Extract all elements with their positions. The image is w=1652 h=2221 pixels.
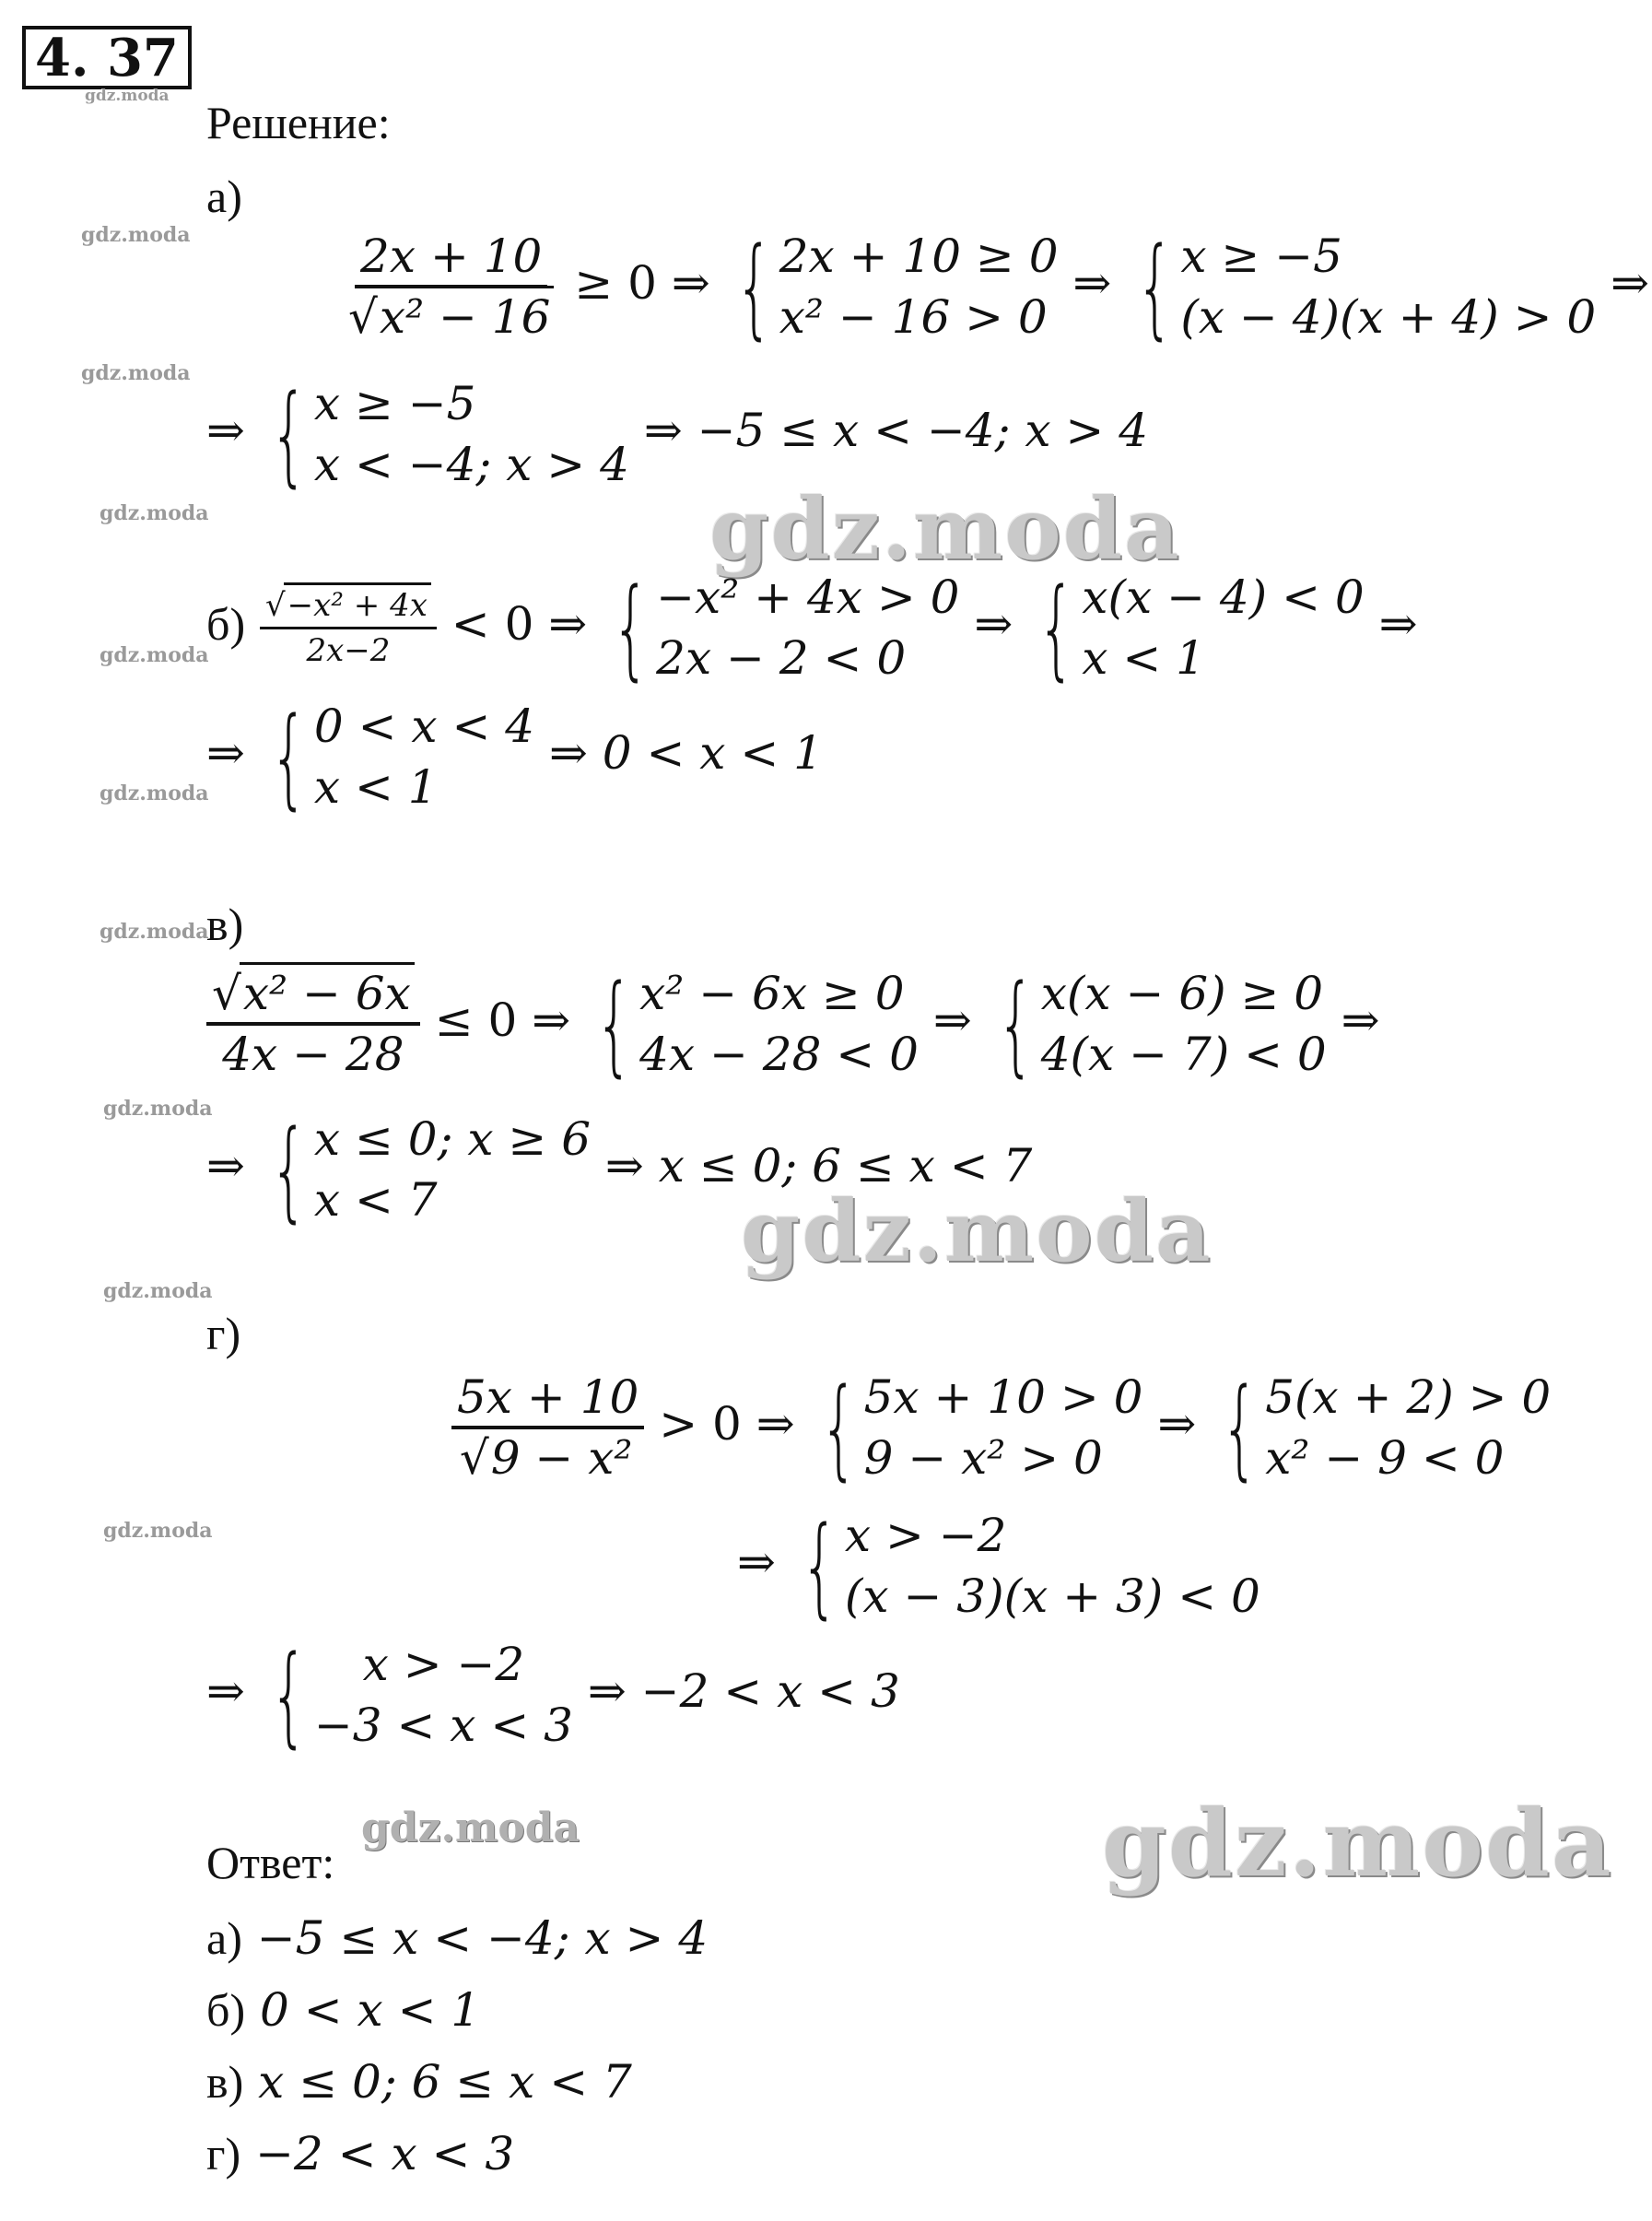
sqrt-sign-icon: √	[265, 586, 286, 624]
watermark-large: gdz.moda	[741, 1181, 1213, 1281]
system-1	[725, 223, 1059, 350]
system-row: x ≥ −5	[313, 377, 476, 430]
answer-label: б)	[206, 1984, 246, 2036]
system-row: x ≥ −5	[1180, 229, 1342, 283]
implies-arrow: ⇒	[206, 1664, 245, 1718]
answer-heading: Ответ:	[206, 1837, 335, 1888]
system-4	[260, 1631, 573, 1758]
system-row: x(x − 4) < 0	[1082, 570, 1365, 624]
system-row: x ≤ 0; x ≥ 6	[313, 1112, 592, 1166]
part-b-line2	[206, 693, 823, 820]
implies-arrow: ⇒	[1157, 1397, 1197, 1451]
implies-arrow: ⇒	[206, 404, 245, 457]
sqrt-sign-icon: √	[348, 290, 378, 344]
part-g-result: ⇒ −2 < x < 3	[587, 1664, 900, 1718]
system-2	[1126, 223, 1597, 350]
fraction-numerator: 2x + 10	[355, 233, 547, 288]
system-row: x² − 9 < 0	[1265, 1431, 1505, 1485]
system-3	[260, 1106, 592, 1233]
fraction-numerator	[260, 586, 437, 629]
part-v-label: в)	[206, 899, 244, 950]
system-row: x² − 6x ≥ 0	[639, 967, 905, 1020]
system-row: x > −2	[362, 1638, 525, 1691]
brace-icon: {	[1221, 1364, 1260, 1491]
problem-number: 4. 37	[22, 26, 192, 89]
implies-arrow: ⇒	[932, 993, 972, 1047]
relation: ≥ 0 ⇒	[574, 256, 710, 310]
part-g-fraction	[451, 1370, 644, 1485]
watermark-small: gdz.moda	[81, 223, 191, 247]
answer-v	[206, 2055, 632, 2109]
radicand: 9 − x²	[487, 1427, 637, 1485]
watermark-small: gdz.moda	[100, 781, 209, 805]
system-row: x(x − 6) ≥ 0	[1040, 967, 1324, 1020]
solution-heading: Решение:	[206, 97, 391, 148]
radicand: x² − 16	[376, 286, 555, 344]
fraction-numerator	[206, 967, 420, 1026]
system-row: 5(x + 2) > 0	[1265, 1370, 1552, 1424]
implies-arrow: ⇒	[1611, 256, 1650, 310]
brace-icon: {	[594, 960, 634, 1087]
watermark-small: gdz.moda	[100, 501, 209, 525]
system-row: (x − 3)(x + 3) < 0	[844, 1569, 1260, 1623]
system-row: −3 < x < 3	[313, 1698, 573, 1752]
part-b-fraction	[260, 586, 437, 669]
answer-label: в)	[206, 2056, 244, 2108]
watermark-small: gdz.moda	[100, 920, 209, 944]
watermark-large: gdz.moda	[709, 479, 1181, 579]
brace-icon: {	[1037, 564, 1076, 691]
implies-arrow: ⇒	[206, 1139, 245, 1193]
part-g-line3	[206, 1631, 900, 1758]
implies-arrow: ⇒	[1378, 597, 1418, 651]
part-a-label: а)	[206, 170, 242, 222]
system-row: 2x − 2 < 0	[656, 631, 907, 685]
brace-icon: {	[269, 693, 308, 820]
watermark-small: gdz.moda	[81, 361, 191, 385]
brace-icon: {	[800, 1502, 838, 1629]
system-row: 9 − x² > 0	[863, 1431, 1103, 1485]
system-3	[260, 370, 629, 498]
watermark-small: gdz.moda	[85, 87, 170, 105]
system-row: x > −2	[844, 1509, 1007, 1562]
relation: ≤ 0 ⇒	[434, 993, 571, 1047]
answer-text: −2 < x < 3	[255, 2127, 515, 2180]
system-row: 4(x − 7) < 0	[1040, 1028, 1327, 1081]
system-row: 0 < x < 4	[313, 699, 535, 753]
watermark-medium: gdz.moda	[361, 1804, 580, 1851]
answer-g	[206, 2127, 515, 2180]
fraction-denominator	[454, 1429, 642, 1485]
implies-arrow: ⇒	[206, 726, 245, 780]
system-1	[810, 1364, 1143, 1491]
brace-icon: {	[611, 564, 650, 691]
brace-icon: {	[996, 960, 1035, 1087]
answer-label: а)	[206, 1912, 242, 1964]
part-b-line1	[206, 564, 1418, 691]
system-row: x < 1	[1082, 631, 1205, 685]
sqrt-sign-icon: √	[459, 1431, 489, 1485]
part-g-line2	[737, 1502, 1260, 1629]
system-row: 4x − 28 < 0	[639, 1028, 919, 1081]
system-row: x² − 16 > 0	[779, 290, 1048, 344]
system-2	[1027, 564, 1365, 691]
brace-icon: {	[269, 1106, 308, 1233]
watermark-small: gdz.moda	[103, 1279, 213, 1303]
brace-icon: {	[734, 223, 773, 350]
system-row: x < −4; x > 4	[313, 438, 629, 491]
implies-arrow: ⇒	[1072, 256, 1112, 310]
answer-a	[206, 1911, 709, 1965]
system-row: 2x + 10 ≥ 0	[779, 229, 1059, 283]
part-a-line2	[206, 370, 1149, 498]
system-2	[987, 960, 1327, 1087]
brace-icon: {	[269, 370, 308, 498]
answer-b	[206, 1983, 481, 2037]
part-b-result: ⇒ 0 < x < 1	[548, 726, 823, 780]
system-row: −x² + 4x > 0	[656, 570, 960, 624]
part-v-result: ⇒ x ≤ 0; 6 ≤ x < 7	[604, 1139, 1033, 1193]
radicand: x² − 6x	[240, 962, 415, 1020]
implies-arrow: ⇒	[1341, 993, 1380, 1047]
part-b-label: б)	[206, 598, 246, 650]
part-a-fraction	[343, 229, 559, 344]
answer-label: г)	[206, 2128, 241, 2180]
system-row: 5x + 10 > 0	[863, 1370, 1143, 1424]
part-g-line1	[451, 1364, 1552, 1491]
watermark-small: gdz.moda	[103, 1097, 213, 1121]
implies-arrow: ⇒	[737, 1535, 776, 1589]
brace-icon: {	[269, 1631, 308, 1758]
brace-icon: {	[819, 1364, 858, 1491]
answer-text: 0 < x < 1	[260, 1983, 481, 2037]
system-1	[602, 564, 960, 691]
system-3	[791, 1502, 1260, 1629]
system-1	[585, 960, 919, 1087]
answer-text: x ≤ 0; 6 ≤ x < 7	[258, 2055, 632, 2109]
fraction-numerator: 5x + 10	[451, 1374, 644, 1429]
watermark-small: gdz.moda	[100, 643, 209, 667]
radicand: −x² + 4x	[284, 582, 431, 624]
relation: > 0 ⇒	[659, 1397, 795, 1451]
fraction-denominator: 2x−2	[306, 631, 391, 669]
part-g-label: г)	[206, 1308, 241, 1359]
sqrt-sign-icon: √	[212, 967, 241, 1020]
watermark-large: gdz.moda	[1102, 1789, 1613, 1898]
fraction-denominator	[343, 288, 559, 344]
part-a-result: ⇒ −5 ≤ x < −4; x > 4	[643, 404, 1149, 457]
system-row: (x − 4)(x + 4) > 0	[1180, 290, 1597, 344]
relation: < 0 ⇒	[451, 597, 588, 651]
answer-text: −5 ≤ x < −4; x > 4	[256, 1911, 709, 1965]
system-row: x < 1	[313, 760, 438, 814]
system-3	[260, 693, 535, 820]
part-v-fraction	[206, 967, 420, 1081]
fraction-denominator: 4x − 28	[222, 1028, 404, 1081]
system-2	[1211, 1364, 1552, 1491]
system-row: x < 7	[313, 1173, 438, 1227]
part-v-line1	[206, 960, 1380, 1087]
implies-arrow: ⇒	[974, 597, 1013, 651]
brace-icon: {	[1136, 223, 1175, 350]
watermark-small: gdz.moda	[103, 1519, 213, 1543]
part-a-line1	[343, 223, 1650, 350]
